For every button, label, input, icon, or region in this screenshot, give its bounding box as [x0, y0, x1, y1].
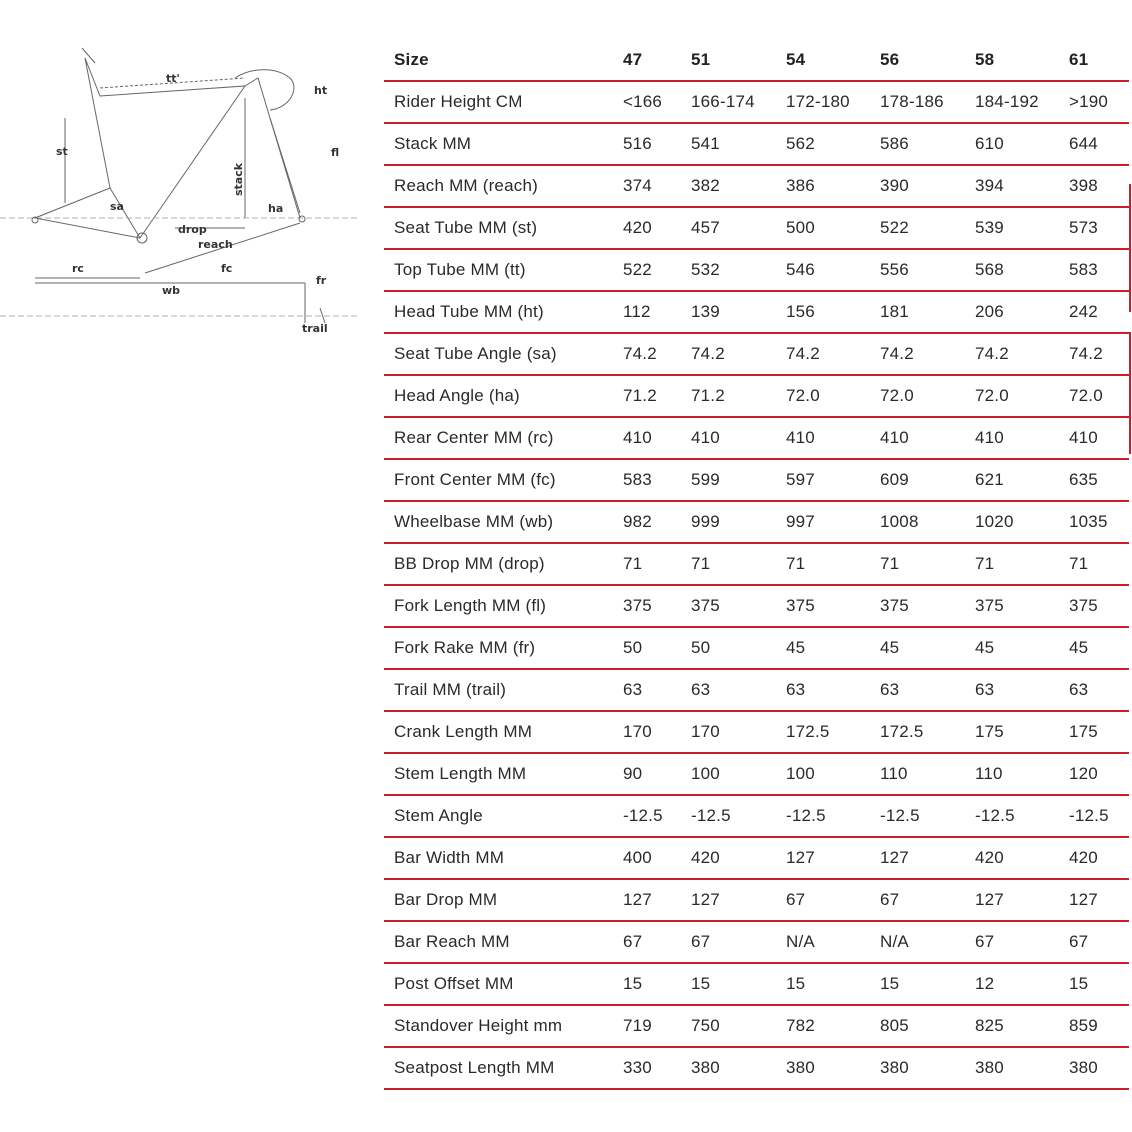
row-label: BB Drop MM (drop): [384, 543, 613, 585]
table-cell: 539: [965, 207, 1059, 249]
table-cell: 74.2: [776, 333, 870, 375]
size-column-header: 61: [1059, 40, 1129, 81]
label-reach: reach: [198, 238, 233, 251]
table-cell: 71: [1059, 543, 1129, 585]
table-cell: 532: [681, 249, 776, 291]
table-cell: 330: [613, 1047, 681, 1089]
table-cell: 782: [776, 1005, 870, 1047]
table-cell: 375: [613, 585, 681, 627]
row-label: Stem Length MM: [384, 753, 613, 795]
table-cell: 72.0: [870, 375, 965, 417]
table-cell: 242: [1059, 291, 1129, 333]
table-cell: 178-186: [870, 81, 965, 123]
size-column-header: 54: [776, 40, 870, 81]
table-row: [384, 627, 1129, 669]
table-cell: 63: [965, 669, 1059, 711]
table-cell: 120: [1059, 753, 1129, 795]
row-label: Fork Rake MM (fr): [384, 627, 613, 669]
label-fr: fr: [316, 274, 327, 287]
row-label: Seatpost Length MM: [384, 1047, 613, 1089]
table-cell: 635: [1059, 459, 1129, 501]
row-label: Crank Length MM: [384, 711, 613, 753]
label-st: st: [56, 145, 68, 158]
table-cell: 71: [870, 543, 965, 585]
table-cell: 63: [681, 669, 776, 711]
table-cell: 12: [965, 963, 1059, 1005]
table-cell: 583: [1059, 249, 1129, 291]
table-cell: 1035: [1059, 501, 1129, 543]
table-cell: 74.2: [965, 333, 1059, 375]
table-cell: 410: [613, 417, 681, 459]
table-cell: 110: [965, 753, 1059, 795]
row-label: Head Angle (ha): [384, 375, 613, 417]
table-cell: 112: [613, 291, 681, 333]
table-cell: 72.0: [965, 375, 1059, 417]
table-row: [384, 165, 1129, 207]
row-label: Stack MM: [384, 123, 613, 165]
table-cell: 599: [681, 459, 776, 501]
edge-accent-mark: [1129, 184, 1131, 312]
table-cell: 382: [681, 165, 776, 207]
table-row: [384, 459, 1129, 501]
table-cell: 380: [776, 1047, 870, 1089]
table-cell: 420: [613, 207, 681, 249]
table-cell: N/A: [776, 921, 870, 963]
table-cell: 398: [1059, 165, 1129, 207]
row-label: Seat Tube MM (st): [384, 207, 613, 249]
table-cell: 100: [681, 753, 776, 795]
table-cell: 127: [681, 879, 776, 921]
frame-drawing: [0, 38, 362, 338]
table-cell: 750: [681, 1005, 776, 1047]
table-cell: -12.5: [870, 795, 965, 837]
table-cell: 71.2: [613, 375, 681, 417]
table-cell: 45: [965, 627, 1059, 669]
label-fl: fl: [331, 146, 340, 159]
table-cell: 375: [776, 585, 870, 627]
table-cell: 110: [870, 753, 965, 795]
table-row: [384, 753, 1129, 795]
table-cell: 184-192: [965, 81, 1059, 123]
table-cell: 63: [1059, 669, 1129, 711]
size-header: Size: [384, 40, 613, 81]
size-column-header: 47: [613, 40, 681, 81]
label-ht: ht: [314, 84, 328, 97]
table-cell: 156: [776, 291, 870, 333]
row-label: Bar Drop MM: [384, 879, 613, 921]
table-cell: 997: [776, 501, 870, 543]
table-cell: 644: [1059, 123, 1129, 165]
row-label: Head Tube MM (ht): [384, 291, 613, 333]
table-cell: 15: [613, 963, 681, 1005]
table-cell: 500: [776, 207, 870, 249]
table-row: [384, 333, 1129, 375]
table-cell: 400: [613, 837, 681, 879]
table-cell: 63: [870, 669, 965, 711]
table-cell: 583: [613, 459, 681, 501]
table-row: [384, 375, 1129, 417]
table-cell: 375: [870, 585, 965, 627]
table-cell: 206: [965, 291, 1059, 333]
table-cell: 170: [613, 711, 681, 753]
table-cell: 45: [870, 627, 965, 669]
table-cell: 380: [1059, 1047, 1129, 1089]
label-ha: ha: [268, 202, 284, 215]
table-cell: 67: [965, 921, 1059, 963]
label-fc: fc: [221, 262, 233, 275]
table-row: [384, 291, 1129, 333]
size-column-header: 56: [870, 40, 965, 81]
table-cell: 982: [613, 501, 681, 543]
table-cell: >190: [1059, 81, 1129, 123]
edge-accent-mark: [1129, 332, 1131, 454]
table-cell: 420: [1059, 837, 1129, 879]
table-cell: 410: [776, 417, 870, 459]
row-label: Seat Tube Angle (sa): [384, 333, 613, 375]
table-cell: 127: [776, 837, 870, 879]
table-cell: 63: [776, 669, 870, 711]
table-cell: 375: [681, 585, 776, 627]
table-cell: 410: [965, 417, 1059, 459]
table-cell: 170: [681, 711, 776, 753]
table-cell: 805: [870, 1005, 965, 1047]
row-label: Trail MM (trail): [384, 669, 613, 711]
label-wb: wb: [162, 284, 181, 297]
table-cell: 15: [776, 963, 870, 1005]
table-row: [384, 81, 1129, 123]
table-cell: 127: [613, 879, 681, 921]
table-row: [384, 123, 1129, 165]
table-cell: 74.2: [681, 333, 776, 375]
table-cell: 386: [776, 165, 870, 207]
table-row: [384, 837, 1129, 879]
table-cell: 522: [870, 207, 965, 249]
table-cell: 999: [681, 501, 776, 543]
table-row: [384, 711, 1129, 753]
table-cell: 457: [681, 207, 776, 249]
row-label: Stem Angle: [384, 795, 613, 837]
table-row: [384, 417, 1129, 459]
table-cell: 15: [1059, 963, 1129, 1005]
row-label: Standover Height mm: [384, 1005, 613, 1047]
table-row: [384, 249, 1129, 291]
table-cell: 127: [965, 879, 1059, 921]
size-column-header: 51: [681, 40, 776, 81]
table-row: [384, 795, 1129, 837]
table-cell: 67: [776, 879, 870, 921]
table-cell: 719: [613, 1005, 681, 1047]
table-row: [384, 879, 1129, 921]
row-label: Rider Height CM: [384, 81, 613, 123]
table-cell: 166-174: [681, 81, 776, 123]
table-row: [384, 1005, 1129, 1047]
table-cell: 420: [681, 837, 776, 879]
table-cell: -12.5: [613, 795, 681, 837]
label-tt: tt': [166, 72, 180, 85]
table-row: [384, 585, 1129, 627]
table-cell: 67: [870, 879, 965, 921]
table-cell: 139: [681, 291, 776, 333]
table-cell: 825: [965, 1005, 1059, 1047]
table-cell: 172-180: [776, 81, 870, 123]
label-drop: drop: [178, 223, 207, 236]
row-label: Bar Width MM: [384, 837, 613, 879]
table-cell: 90: [613, 753, 681, 795]
row-label: Front Center MM (fc): [384, 459, 613, 501]
table-cell: 45: [776, 627, 870, 669]
label-sa: sa: [110, 200, 124, 213]
table-cell: 621: [965, 459, 1059, 501]
table-cell: 127: [870, 837, 965, 879]
row-label: Wheelbase MM (wb): [384, 501, 613, 543]
table-cell: 100: [776, 753, 870, 795]
table-cell: 71: [965, 543, 1059, 585]
table-cell: 573: [1059, 207, 1129, 249]
table-cell: 597: [776, 459, 870, 501]
table-cell: -12.5: [965, 795, 1059, 837]
table-cell: 172.5: [870, 711, 965, 753]
size-column-header: 58: [965, 40, 1059, 81]
table-cell: 562: [776, 123, 870, 165]
table-cell: 568: [965, 249, 1059, 291]
table-cell: 72.0: [1059, 375, 1129, 417]
table-cell: 175: [1059, 711, 1129, 753]
table-cell: 15: [681, 963, 776, 1005]
table-row: [384, 543, 1129, 585]
table-cell: 172.5: [776, 711, 870, 753]
table-cell: 375: [965, 585, 1059, 627]
table-cell: 175: [965, 711, 1059, 753]
row-label: Rear Center MM (rc): [384, 417, 613, 459]
table-cell: 516: [613, 123, 681, 165]
table-row: [384, 963, 1129, 1005]
table-cell: 71: [613, 543, 681, 585]
table-cell: 15: [870, 963, 965, 1005]
table-cell: 609: [870, 459, 965, 501]
table-cell: 45: [1059, 627, 1129, 669]
row-label: Reach MM (reach): [384, 165, 613, 207]
table-cell: 410: [870, 417, 965, 459]
label-trail: trail: [302, 322, 328, 335]
table-cell: 541: [681, 123, 776, 165]
table-cell: 374: [613, 165, 681, 207]
table-cell: -12.5: [1059, 795, 1129, 837]
table-cell: 410: [1059, 417, 1129, 459]
header-row: [384, 40, 1129, 81]
table-cell: 67: [1059, 921, 1129, 963]
geometry-table-body: [384, 81, 1129, 1089]
table-cell: 1008: [870, 501, 965, 543]
table-cell: 181: [870, 291, 965, 333]
table-cell: 556: [870, 249, 965, 291]
table-cell: 420: [965, 837, 1059, 879]
table-cell: 71: [681, 543, 776, 585]
label-stack: stack: [232, 162, 245, 196]
row-label: Top Tube MM (tt): [384, 249, 613, 291]
table-row: [384, 1047, 1129, 1089]
table-cell: 380: [870, 1047, 965, 1089]
table-cell: 522: [613, 249, 681, 291]
table-cell: 546: [776, 249, 870, 291]
geometry-diagram: [0, 38, 362, 338]
table-row: [384, 501, 1129, 543]
table-cell: 74.2: [870, 333, 965, 375]
table-cell: 610: [965, 123, 1059, 165]
table-cell: 586: [870, 123, 965, 165]
table-cell: 63: [613, 669, 681, 711]
table-cell: 390: [870, 165, 965, 207]
table-cell: 375: [1059, 585, 1129, 627]
table-cell: 380: [681, 1047, 776, 1089]
table-cell: 394: [965, 165, 1059, 207]
table-cell: 1020: [965, 501, 1059, 543]
table-cell: 67: [613, 921, 681, 963]
table-cell: 71.2: [681, 375, 776, 417]
table-row: [384, 669, 1129, 711]
table-cell: -12.5: [681, 795, 776, 837]
table-cell: 50: [681, 627, 776, 669]
row-label: Fork Length MM (fl): [384, 585, 613, 627]
row-label: Bar Reach MM: [384, 921, 613, 963]
table-row: [384, 921, 1129, 963]
table-cell: <166: [613, 81, 681, 123]
table-cell: 67: [681, 921, 776, 963]
table-cell: -12.5: [776, 795, 870, 837]
table-cell: 72.0: [776, 375, 870, 417]
geometry-table: [384, 40, 1129, 1090]
table-cell: 74.2: [613, 333, 681, 375]
table-cell: 74.2: [1059, 333, 1129, 375]
table-cell: 859: [1059, 1005, 1129, 1047]
table-cell: 71: [776, 543, 870, 585]
table-cell: 50: [613, 627, 681, 669]
table-row: [384, 207, 1129, 249]
table-cell: 380: [965, 1047, 1059, 1089]
row-label: Post Offset MM: [384, 963, 613, 1005]
table-cell: 127: [1059, 879, 1129, 921]
table-cell: N/A: [870, 921, 965, 963]
label-rc: rc: [72, 262, 84, 275]
table-cell: 410: [681, 417, 776, 459]
